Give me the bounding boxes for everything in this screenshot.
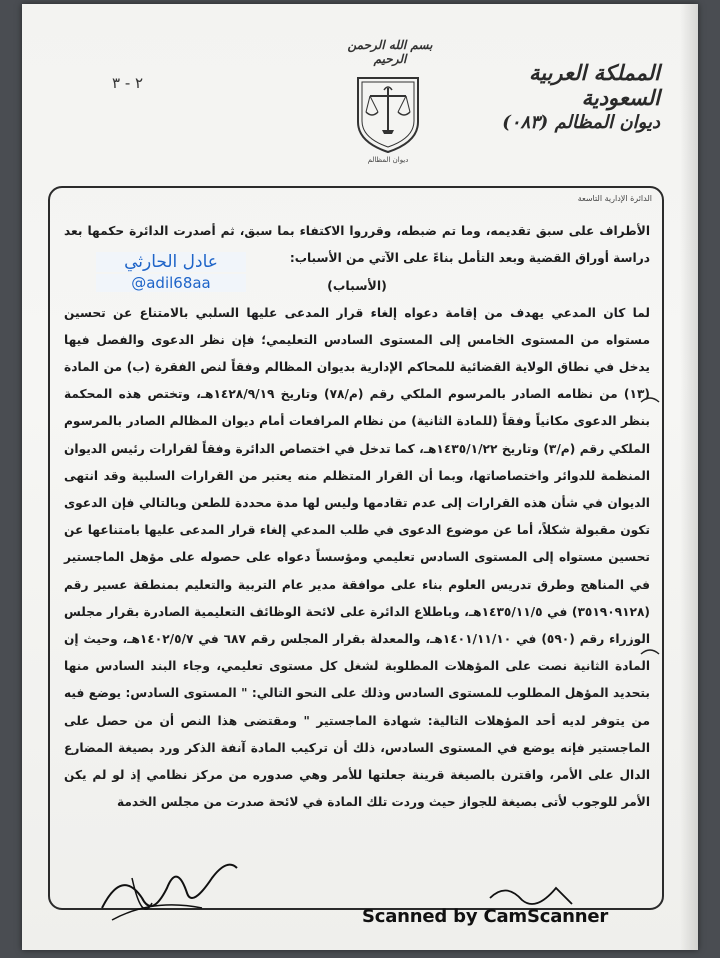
page-edge-shadow xyxy=(680,4,698,950)
country-name: المملكة العربية السعودية xyxy=(528,60,660,110)
emblem-caption: ديوان المظالم xyxy=(367,156,409,164)
signature-icon xyxy=(92,848,242,928)
watermark-handle: @adil68aa xyxy=(96,274,246,292)
emblem-scales-icon xyxy=(352,72,424,156)
section-heading: (الأسباب) xyxy=(327,278,387,294)
letterhead xyxy=(460,60,660,133)
binder-ring-icon xyxy=(640,396,660,408)
office-name: ديوان المظالم (٠٨٣) xyxy=(502,112,660,133)
scanner-watermark: Scanned by CamScanner xyxy=(362,906,609,927)
watermark-name: عادل الحارثي xyxy=(96,252,246,272)
paragraph-intro: الأطراف على سبق تقديمه، وما تم ضبطه، وقرروا الاكتفاء بما سبق، ثم أصدرت الدائرة حكمها بعد دراسة أوراق القضية وبعد التأمل بناءً على الآتي من الأسباب: xyxy=(64,224,650,266)
circuit-label: الدائرة الإدارية التاسعة xyxy=(577,194,652,203)
document-frame xyxy=(48,186,664,910)
paragraph-reasons: لما كان المدعي يهدف من إقامة دعواه إلغاء قرار المدعى عليها السلبي بالامتناع عن تحسين مستواه من المستوى الخامس إلى المستوى السادس التعليمي؛ فإن نظر الدعوى والفصل فيها يدخل في نطاق الولاية القضائية للمحاكم الإدارية بديوان المظالم وفقاً لنص الفقرة (ب) من المادة (١٣) من نظامه الصادر بالمرسوم الملكي رقم (م/٧٨) وتاريخ ١٤٢٨/٩/١٩هـ، وتختص هذه المحكمة بنظر الدعوى مكانياً وفقاً (للمادة الثانية) من نظام المرافعات أمام ديوان المظالم الصادر بالمرسوم الملكي رقم (م/٣) وتاريخ ١٤٣٥/١/٢٢هـ، كما تدخل في اختصاص الدائرة وفقاً لقرارات رئيس الديوان المنظمة للدوائر واختصاصاتها، وبما أن القرار المتظلم منه يعتبر من القرارات السلبية وقد انتهى الديوان في شأن هذه القرارات إلى عدم تقادمها وليس لها مدة محددة للطعن وبالتالي فإن الدعوى تكون مقبولة شكلاً، أما عن موضوع الدعوى في طلب المدعي إلغاء قرار المدعى عليها بامتناعها عن تحسين مستواه إلى المستوى السادس تعليمي ومؤسساً دعواه على حصوله على مؤهل الماجستير في المناهج وطرق تدريس العلوم بناء على موافقة مدير عام التربية والتعليم بمنطقة عسير رقم (٣٥١٩٠٩١٢٨) في ١٤٣٥/١١/٥هـ، وباطلاع الدائرة على لائحة الوظائف التعليمية الصادرة بقرار مجلس الوزراء رقم (٥٩٠) في ١٤٠١/١١/١٠هـ، والمعدلة بقرار المجلس رقم ٦٨٧ في ١٤٠٢/٥/٧هـ، وحيث إن المادة الثانية نصت على المؤهلات المطلوبة لشغل كل مستوى تعليمي، وجاء البند السادس منها بتحديد المؤهل المطلوب للمستوى السادس وذلك على النحو التالي: " المستوى السادس: يوضع فيه من يتوفر لديه أحد المؤهلات التالية: شهادة الماجستير " ومقتضى هذا النص أن من حصل على الماجستير فإنه يوضع في المستوى السادس، ذلك أن تركيب المادة آنفة الذكر ورد بصيغة المضارع الدال على الأمر، واقترن بالصيغة قرينة جعلتها للأمر وهي صدوره من مركز نظامي إذ لو لم يكن الأمر للوجوب لأتى بصيغة للجواز حيث وردت تلك المادة في لائحة صدرت من مجلس الخدمة xyxy=(64,305,651,810)
basmala-calligraphy: بسم الله الرحمن الرحيم xyxy=(347,38,433,66)
watermark xyxy=(96,252,246,292)
page-number: ٢ - ٣ xyxy=(112,74,144,92)
binder-ring-icon xyxy=(640,648,660,660)
judgment-body xyxy=(64,218,650,816)
